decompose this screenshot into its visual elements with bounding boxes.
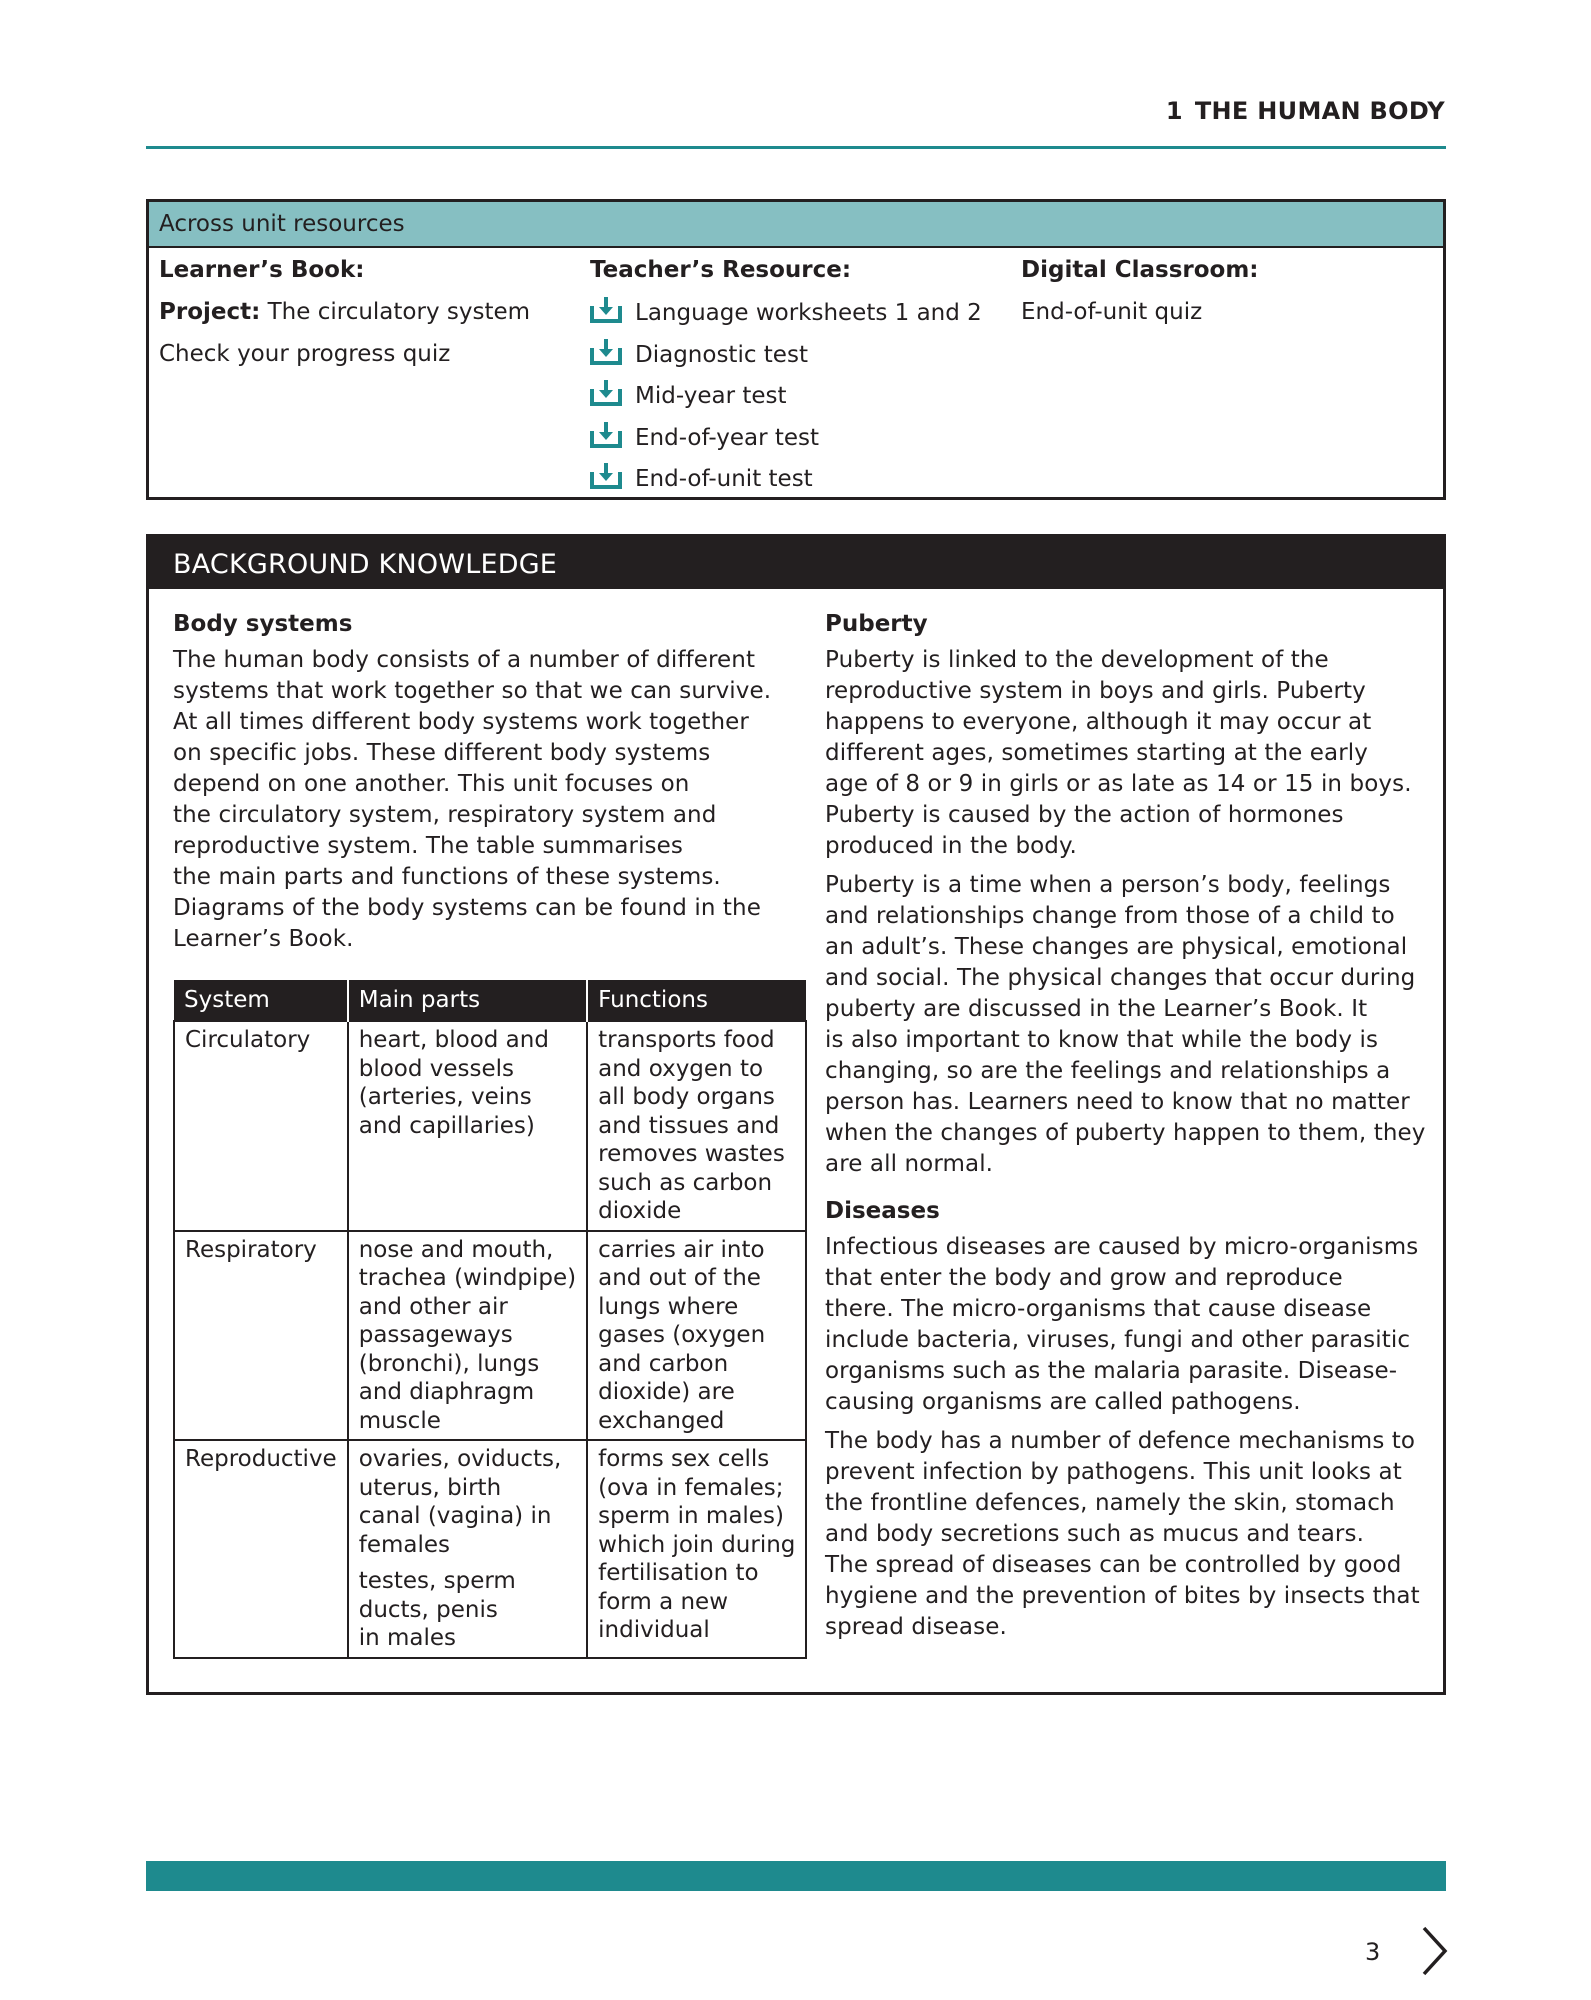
resource-label: Diagnostic test — [635, 341, 808, 368]
resource-label: End-of-year test — [635, 424, 820, 451]
chapter-title: THE HUMAN BODY — [1194, 97, 1445, 125]
text-line: that enter the body and grow and reproduce — [825, 1265, 1343, 1291]
resources-title: Across unit resources — [149, 202, 1443, 248]
text-line: muscle — [358, 1407, 441, 1434]
text-line: trachea (windpipe) — [358, 1265, 577, 1291]
puberty-heading: Puberty — [825, 611, 928, 637]
resource-item[interactable] — [590, 421, 982, 463]
text-line: and carbon — [598, 1350, 729, 1377]
background-knowledge-box — [146, 534, 1446, 1695]
text-line: and capillaries) — [358, 1112, 535, 1139]
text-line: happens to everyone, although it may occur at — [825, 709, 1372, 735]
text-line: At all times different body systems work together — [173, 709, 749, 735]
check-progress-quiz: Check your progress quiz — [159, 340, 451, 367]
table-header-row — [174, 980, 806, 1021]
diseases-heading: Diseases — [825, 1198, 940, 1224]
digital-classroom-column — [1021, 254, 1259, 338]
text-line: and social. The physical changes that occur during — [825, 965, 1416, 991]
text-line: nose and mouth, — [358, 1236, 554, 1263]
project-line — [159, 296, 530, 338]
table-row — [174, 1231, 806, 1441]
running-head — [1166, 97, 1445, 125]
text-line: all body organs — [598, 1084, 775, 1110]
body-systems-paragraph — [173, 645, 788, 955]
paragraph-gap — [359, 1559, 576, 1567]
text-line: The body has a number of defence mechanisms to — [825, 1428, 1416, 1454]
text-line: Puberty is caused by the action of hormones — [825, 802, 1344, 828]
download-icon — [590, 462, 622, 490]
teachers-resource-column — [590, 254, 982, 504]
system-cell: Circulatory — [174, 1021, 348, 1231]
text-line: systems that work together so that we can survive. — [173, 678, 772, 704]
text-line: The spread of diseases can be controlled by good — [825, 1552, 1402, 1578]
download-icon — [590, 296, 622, 324]
text-line: and body secretions such as mucus and tears. — [825, 1521, 1364, 1547]
functions-cell — [587, 1440, 806, 1658]
diseases-paragraph-1 — [825, 1232, 1425, 1418]
text-line: canal (vagina) in — [358, 1503, 552, 1529]
download-icon — [590, 421, 622, 449]
footer-bar — [146, 1861, 1446, 1891]
parts-cell — [348, 1231, 587, 1441]
text-line: and tissues and — [598, 1112, 780, 1139]
text-line: and diaphragm — [358, 1379, 535, 1405]
text-line: in males — [358, 1625, 457, 1651]
text-line: females — [358, 1531, 450, 1558]
text-line: transports food — [598, 1027, 775, 1053]
resource-label: Language worksheets 1 and 2 — [635, 300, 982, 326]
text-line: different ages, sometimes starting at the early — [825, 740, 1368, 766]
text-line: forms sex cells — [598, 1446, 770, 1472]
text-line: dioxide) are — [598, 1379, 735, 1405]
text-line: ovaries, oviducts, — [358, 1446, 562, 1472]
functions-cell — [587, 1021, 806, 1231]
text-line: hygiene and the prevention of bites by insects that — [825, 1583, 1420, 1609]
text-line: and out of the — [598, 1265, 761, 1291]
learners-book-column — [159, 254, 530, 379]
text-line: blood vessels — [358, 1055, 515, 1082]
text-line: person has. Learners need to know that no matter — [825, 1089, 1410, 1115]
text-line: ducts, penis — [358, 1596, 498, 1623]
text-line: reproductive system. The table summarises — [173, 833, 683, 859]
text-line: on specific jobs. These different body systems — [173, 740, 711, 766]
text-line: Learner’s Book. — [173, 926, 354, 952]
resource-label: End-of-unit test — [635, 466, 813, 492]
text-line: which join during — [598, 1531, 796, 1558]
download-icon — [590, 379, 622, 407]
left-column — [173, 609, 788, 955]
text-line: uterus, birth — [358, 1474, 502, 1501]
text-line: include bacteria, viruses, fungi and other parasitic — [825, 1327, 1411, 1353]
text-line: prevent infection by pathogens. This unit looks at — [825, 1459, 1402, 1485]
project-label: Project: — [159, 299, 261, 325]
header-rule — [146, 146, 1446, 149]
across-unit-resources-box — [146, 199, 1446, 500]
text-line: Diagrams of the body systems can be found in the — [173, 895, 761, 921]
text-line: the main parts and functions of these systems. — [173, 864, 721, 890]
text-line: causing organisms are called pathogens. — [825, 1389, 1301, 1415]
text-line: produced in the body. — [825, 833, 1077, 859]
text-line: organisms such as the malaria parasite. Disease- — [825, 1358, 1398, 1384]
resource-item[interactable] — [590, 462, 982, 504]
column-header: System — [174, 980, 348, 1021]
text-line: gases (oxygen — [598, 1322, 766, 1348]
text-line: (arteries, veins — [358, 1084, 532, 1110]
text-line: puberty are discussed in the Learner’s Book. It — [825, 996, 1368, 1022]
text-line: depend on one another. This unit focuses on — [173, 771, 690, 797]
text-line: exchanged — [598, 1407, 725, 1434]
next-page-chevron-icon[interactable] — [1420, 1925, 1450, 1977]
text-line: dioxide — [598, 1198, 682, 1224]
text-line: carries air into — [598, 1236, 765, 1263]
text-line: reproductive system in boys and girls. Puberty — [825, 678, 1366, 704]
text-line: Infectious diseases are caused by micro-organisms — [825, 1234, 1419, 1260]
puberty-paragraph-1 — [825, 645, 1425, 862]
right-column — [825, 609, 1425, 1643]
table-row — [174, 1440, 806, 1658]
column-header: Functions — [587, 980, 806, 1021]
text-line: the frontline defences, namely the skin, stomach — [825, 1490, 1395, 1516]
text-line: (bronchi), lungs — [358, 1350, 540, 1377]
functions-cell — [587, 1231, 806, 1441]
text-line: is also important to know that while the body is — [825, 1027, 1379, 1053]
system-cell: Reproductive — [174, 1440, 348, 1658]
column-header: Main parts — [348, 980, 587, 1021]
text-line: heart, blood and — [358, 1027, 549, 1053]
puberty-paragraph-2 — [825, 870, 1425, 1180]
download-icon — [590, 338, 622, 366]
text-line: an adult’s. These changes are physical, emotional — [825, 934, 1408, 960]
text-line: such as carbon — [598, 1169, 773, 1196]
table-row — [174, 1021, 806, 1231]
parts-cell — [348, 1440, 587, 1658]
text-line: there. The micro-organisms that cause disease — [825, 1296, 1372, 1322]
text-line: The human body consists of a number of different — [173, 647, 756, 673]
background-knowledge-title: BACKGROUND KNOWLEDGE — [149, 537, 1443, 589]
text-line: removes wastes — [598, 1141, 785, 1167]
text-line: passageways — [358, 1322, 513, 1348]
text-line: individual — [598, 1617, 710, 1643]
text-line: testes, sperm — [358, 1568, 516, 1594]
text-line: fertilisation to — [598, 1560, 759, 1586]
text-line: when the changes of puberty happen to them, they — [825, 1120, 1426, 1146]
teachers-resource-heading: Teacher’s Resource: — [590, 257, 852, 283]
page-number: 3 — [1365, 1938, 1381, 1966]
end-of-unit-quiz: End-of-unit quiz — [1021, 299, 1203, 325]
text-line: Puberty is a time when a person’s body, feelings — [825, 872, 1391, 898]
text-line: Puberty is linked to the development of the — [825, 647, 1329, 673]
digital-classroom-heading: Digital Classroom: — [1021, 257, 1259, 283]
body-systems-table — [173, 980, 807, 1659]
project-text: The circulatory system — [260, 299, 531, 325]
text-line: (ova in females; — [598, 1474, 784, 1501]
text-line: changing, so are the feelings and relationships a — [825, 1058, 1391, 1084]
text-line: lungs where — [598, 1293, 739, 1320]
diseases-paragraph-2 — [825, 1426, 1425, 1643]
text-line: the circulatory system, respiratory system and — [173, 802, 717, 828]
text-line: age of 8 or 9 in girls or as late as 14 or 15 in boys. — [825, 771, 1412, 797]
text-line: and other air — [358, 1293, 508, 1320]
resource-item[interactable] — [590, 338, 982, 380]
resource-item[interactable] — [590, 379, 982, 421]
resource-label: Mid-year test — [635, 383, 787, 409]
text-line: and oxygen to — [598, 1055, 764, 1082]
chapter-number: 1 — [1165, 97, 1183, 125]
learners-book-heading: Learner’s Book: — [159, 257, 365, 283]
text-line: are all normal. — [825, 1151, 994, 1177]
text-line: and relationships change from those of a child to — [825, 903, 1395, 929]
text-line: form a new — [598, 1588, 729, 1615]
resource-item[interactable] — [590, 296, 982, 338]
body-systems-heading: Body systems — [173, 611, 353, 637]
text-line: spread disease. — [825, 1614, 1007, 1640]
text-line: sperm in males) — [598, 1503, 784, 1529]
parts-cell — [348, 1021, 587, 1231]
system-cell: Respiratory — [174, 1231, 348, 1441]
